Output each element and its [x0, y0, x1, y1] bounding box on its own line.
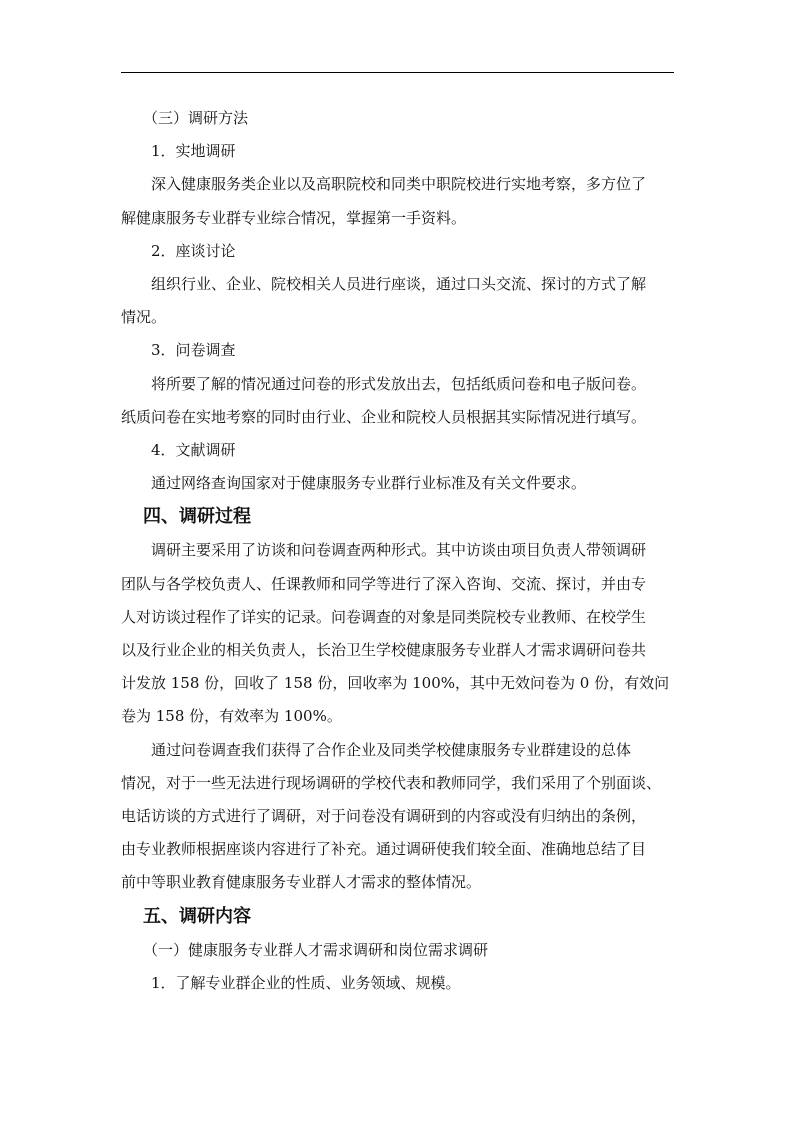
paragraph-line: 通过问卷调查我们获得了合作企业及同类学校健康服务专业群建设的总体 — [151, 740, 632, 759]
paragraph-line: 通过网络查询国家对于健康服务专业群行业标准及有关文件要求。 — [151, 474, 587, 493]
item-title-field-research: 1．实地调研 — [151, 142, 236, 161]
paragraph-line: 调研主要采用了访谈和问卷调查两种形式。其中访谈由项目负责人带领调研 — [151, 541, 647, 560]
paragraph-line: 深入健康服务类企业以及高职院校和同类中职院校进行实地考察，多方位了 — [151, 175, 647, 194]
paragraph-line: 解健康服务专业群专业综合情况，掌握第一手资料。 — [121, 208, 467, 227]
paragraph-line: 情况，对于一些无法进行现场调研的学校代表和教师同学，我们采用了个别面谈、 — [121, 773, 662, 792]
paragraph-line: 计发放 158 份，回收了 158 份，回收率为 100%，其中无效问卷为 0 份，有效问 — [121, 674, 670, 693]
paragraph-line: 将所要了解的情况通过问卷的形式发放出去，包括纸质问卷和电子版问卷。 — [151, 374, 647, 393]
paragraph-line: 人对访谈过程作了详实的记录。问卷调查的对象是同类院校专业教师、在校学生 — [121, 607, 647, 626]
paragraph-line: 组织行业、企业、院校相关人员进行座谈，通过口头交流、探讨的方式了解 — [151, 275, 647, 294]
paragraph-line: 纸质问卷在实地考察的同时由行业、企业和院校人员根据其实际情况进行填写。 — [121, 407, 647, 426]
item-title-questionnaire: 3．问卷调查 — [151, 341, 236, 360]
item-title-enterprise-profile: 1．了解专业群企业的性质、业务领域、规模。 — [151, 973, 461, 992]
paragraph-line: 卷为 158 份，有效率为 100%。 — [121, 707, 342, 726]
paragraph-line: 前中等职业教育健康服务专业群人才需求的整体情况。 — [121, 873, 482, 892]
paragraph-line: 情况。 — [121, 308, 167, 327]
item-title-literature: 4．文献调研 — [151, 441, 236, 460]
section-heading-content: 五、调研内容 — [143, 905, 251, 927]
paragraph-line: 由专业教师根据座谈内容进行了补充。通过调研使我们较全面、准确地总结了目 — [121, 840, 647, 859]
subsection-title-research-methods: （三）调研方法 — [143, 109, 249, 127]
section-heading-process: 四、调研过程 — [143, 506, 251, 528]
subsection-title-talent-demand: （一）健康服务专业群人才需求调研和岗位需求调研 — [143, 940, 489, 959]
paragraph-line: 团队与各学校负责人、任课教师和同学等进行了深入咨询、交流、探讨，并由专 — [121, 574, 647, 593]
paragraph-line: 以及行业企业的相关负责人，长治卫生学校健康服务专业群人才需求调研问卷共 — [121, 641, 647, 660]
item-title-discussion: 2．座谈讨论 — [151, 241, 236, 260]
header-rule — [121, 72, 674, 73]
paragraph-line: 电话访谈的方式进行了调研，对于问卷没有调研到的内容或没有归纳出的条例， — [121, 807, 647, 826]
page-body — [121, 102, 674, 1000]
